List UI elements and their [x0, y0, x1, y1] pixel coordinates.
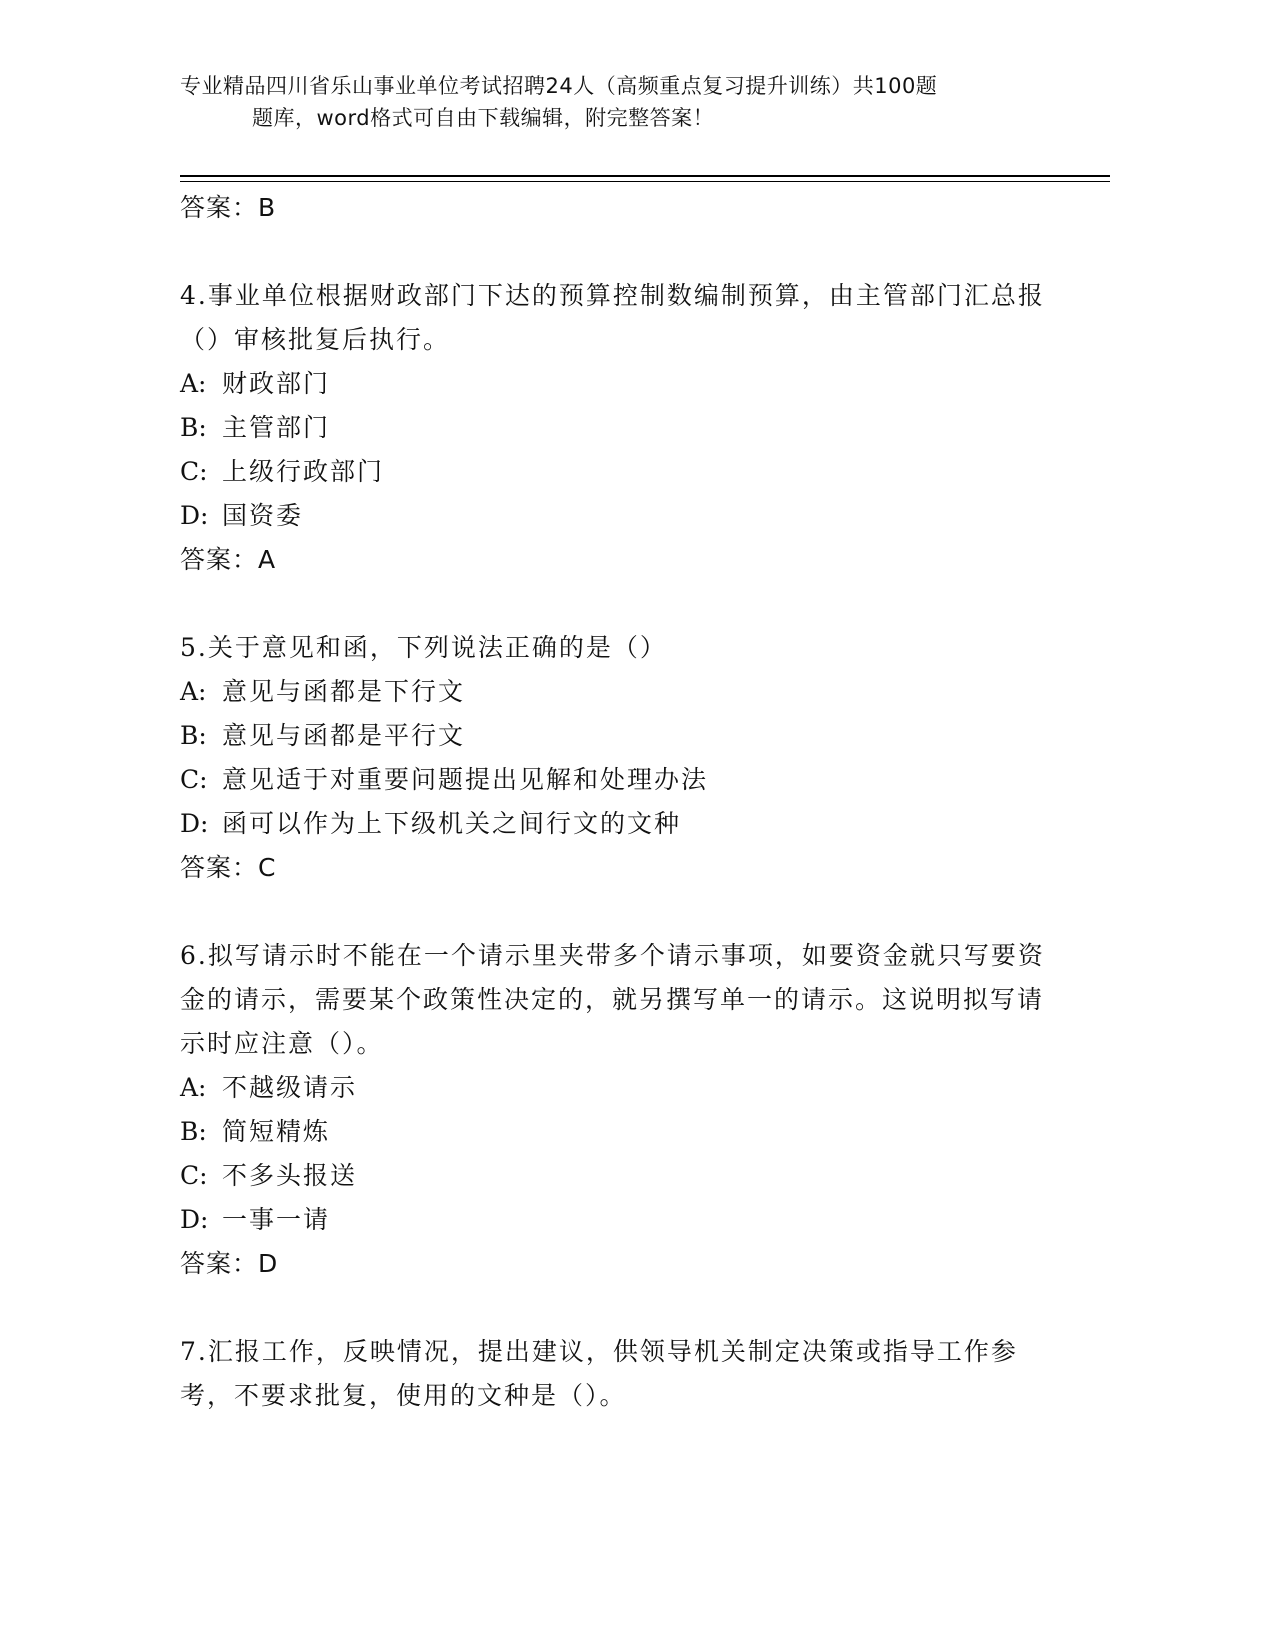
- header-title-line2: 题库，word格式可自由下载编辑，附完整答案！: [252, 106, 715, 130]
- option-key: A:: [180, 369, 207, 398]
- option-a: [180, 1066, 1060, 1110]
- option-text: 财政部门: [222, 369, 331, 398]
- option-key: C:: [180, 765, 208, 794]
- option-c: [180, 450, 1060, 494]
- spacer: [180, 230, 1060, 274]
- question-4: [180, 274, 1060, 582]
- option-text: 意见与函都是下行文: [222, 677, 466, 706]
- option-b: [180, 406, 1060, 450]
- option-c: [180, 758, 1060, 802]
- option-text: 简短精炼: [222, 1117, 331, 1146]
- option-text: 主管部门: [222, 413, 331, 442]
- option-text: 不越级请示: [222, 1073, 358, 1102]
- document-body: [180, 186, 1060, 1418]
- option-key: C:: [180, 457, 208, 486]
- question-text: 6.拟写请示时不能在一个请示里夹带多个请示事项，如要资金就只写要资金的请示，需要某个政策性决定的，就另撰写单一的请示。这说明拟写请示时应注意（）。: [180, 941, 1045, 1058]
- option-text: 国资委: [222, 501, 304, 530]
- option-key: A:: [180, 677, 207, 706]
- option-a: [180, 362, 1060, 406]
- option-key: D:: [180, 809, 209, 838]
- option-c: [180, 1154, 1060, 1198]
- option-d: [180, 1198, 1060, 1242]
- option-text: 一事一请: [222, 1205, 331, 1234]
- header-rule-thick: [180, 175, 1110, 177]
- option-text: 不多头报送: [222, 1161, 358, 1190]
- answer-line: 答案：C: [180, 853, 277, 882]
- option-d: [180, 802, 1060, 846]
- question-text: 4.事业单位根据财政部门下达的预算控制数编制预算，由主管部门汇总报（）审核批复后执行。: [180, 281, 1045, 354]
- option-a: [180, 670, 1060, 714]
- question-text: 7.汇报工作，反映情况，提出建议，供领导机关制定决策或指导工作参考，不要求批复，使用的文种是（）。: [180, 1337, 1018, 1410]
- option-key: C:: [180, 1161, 208, 1190]
- header-rule-thin: [180, 181, 1110, 182]
- spacer: [180, 582, 1060, 626]
- document-header: [180, 70, 1080, 134]
- answer-line: 答案：D: [180, 1249, 279, 1278]
- spacer: [180, 1286, 1060, 1330]
- option-key: D:: [180, 1205, 209, 1234]
- question-5: [180, 626, 1060, 890]
- option-key: D:: [180, 501, 209, 530]
- option-d: [180, 494, 1060, 538]
- answer-line: 答案：A: [180, 545, 277, 574]
- option-b: [180, 1110, 1060, 1154]
- question-6: [180, 934, 1060, 1286]
- question-7: [180, 1330, 1060, 1418]
- option-key: A:: [180, 1073, 207, 1102]
- option-text: 意见适于对重要问题提出见解和处理办法: [222, 765, 709, 794]
- answer-line: 答案：B: [180, 193, 277, 222]
- option-key: B:: [180, 413, 207, 442]
- option-key: B:: [180, 721, 207, 750]
- option-text: 意见与函都是平行文: [222, 721, 466, 750]
- option-text: 上级行政部门: [222, 457, 385, 486]
- option-b: [180, 714, 1060, 758]
- spacer: [180, 890, 1060, 934]
- header-title-line1: 专业精品四川省乐山事业单位考试招聘24人（高频重点复习提升训练）共100题: [180, 74, 938, 98]
- option-key: B:: [180, 1117, 207, 1146]
- option-text: 函可以作为上下级机关之间行文的文种: [222, 809, 682, 838]
- question-text: 5.关于意见和函，下列说法正确的是（）: [180, 633, 667, 662]
